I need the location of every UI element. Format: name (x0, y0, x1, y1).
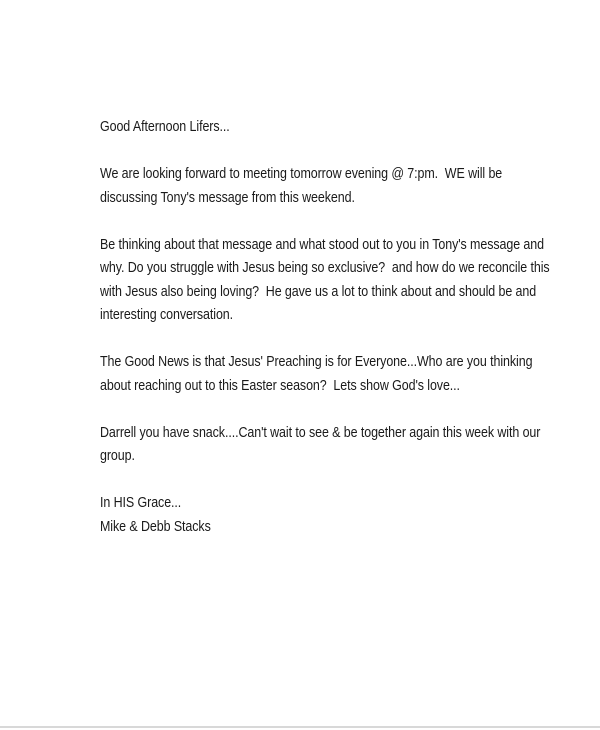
paragraph-spacer (100, 328, 478, 352)
paragraph-line: with Jesus also being loving? He gave us a lot to think about and should be and (100, 283, 537, 300)
paragraph-line: group. (100, 448, 135, 464)
paragraph-snack (100, 422, 541, 469)
paragraph-message (100, 234, 550, 328)
greeting: Good Afternoon Lifers... (100, 119, 230, 135)
paragraph-line: Be thinking about that message and what stood out to you in Tony's message and (100, 236, 544, 253)
paragraph-line: about reaching out to this Easter season? Lets show God's love... (100, 377, 460, 394)
paragraph-line: discussing Tony's message from this weekend. (100, 189, 355, 206)
paragraph-meeting (100, 163, 503, 210)
letter-body (100, 116, 550, 539)
closing: In HIS Grace... (100, 495, 182, 511)
paragraph-good-news (100, 351, 533, 398)
paragraph-line: why. Do you struggle with Jesus being so exclusive? and how do we reconcile this (100, 260, 550, 276)
paragraph-line: The Good News is that Jesus' Preaching is for Everyone...Who are you thinking (100, 354, 533, 370)
paragraph-spacer (100, 398, 478, 422)
paragraph-line: We are looking forward to meeting tomorrow evening @ 7:pm. WE will be (100, 166, 503, 182)
paragraph-line: Darrell you have snack....Can't wait to see & be together again this week with our (100, 424, 541, 441)
paragraph-spacer (100, 469, 478, 493)
paragraph-spacer (100, 140, 478, 164)
paragraph-line: interesting conversation. (100, 307, 234, 323)
paragraph-spacer (100, 210, 478, 234)
page-bottom-border (0, 726, 600, 728)
signature: Mike & Debb Stacks (100, 518, 211, 535)
